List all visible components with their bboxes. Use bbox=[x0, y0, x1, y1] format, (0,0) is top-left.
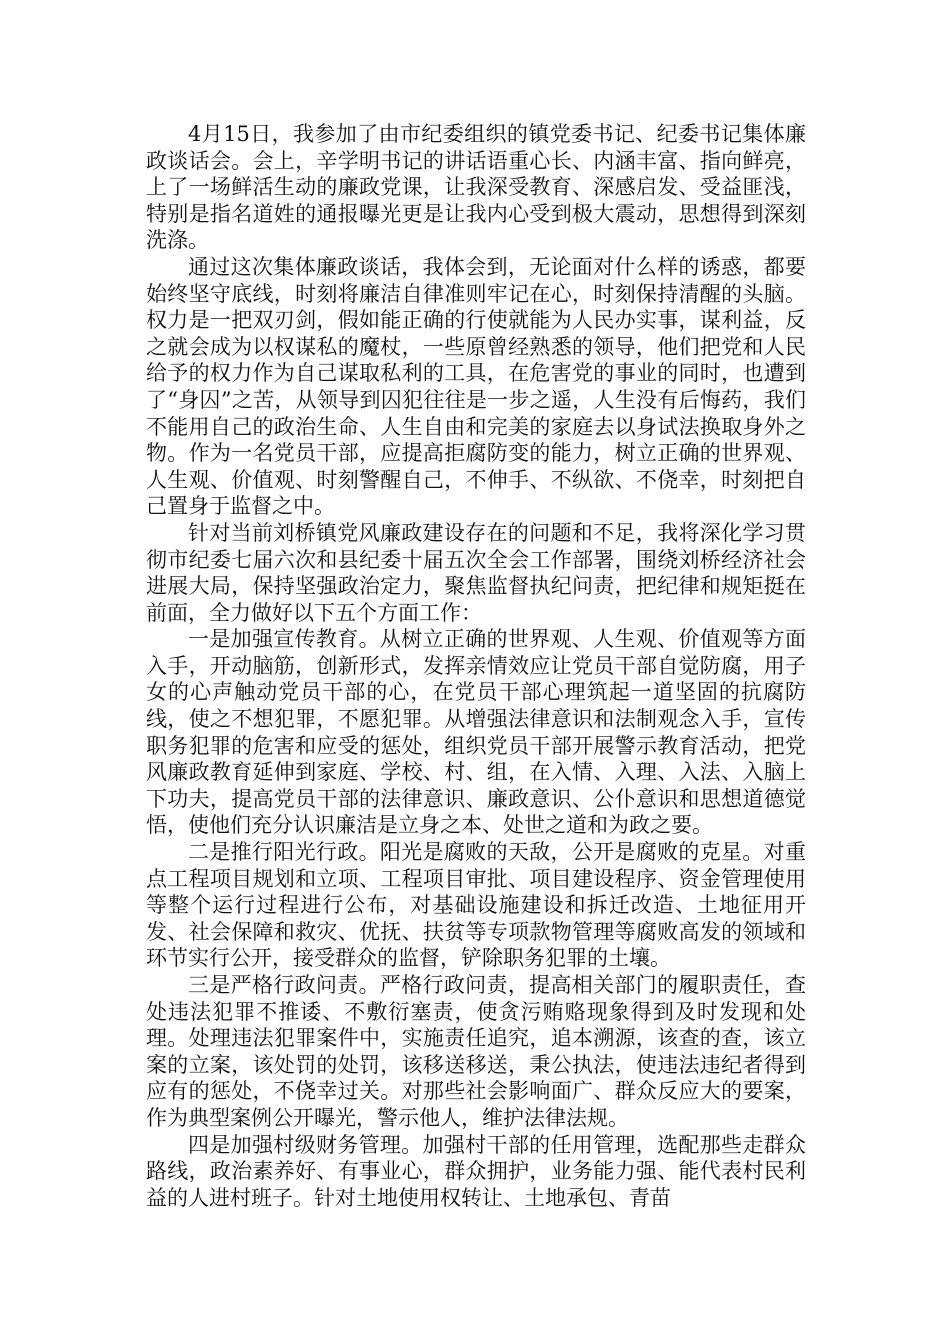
paragraph-4: 一是加强宣传教育。从树立正确的世界观、人生观、价值观等方面入手，开动脑筋，创新形式，发挥亲情效应让党员干部自觉防腐，用子女的心声触动党员干部的心，在党员干部心理筑起一道坚固的抗腐防线，使之不想犯罪，不愿犯罪。从增强法律意识和法制观念入手，宣传职务犯罪的危害和应受的惩处，组织党员干部开展警示教育活动，把党风廉政教育延伸到家庭、学校、村、组，在入情、入理、入法、入脑上下功夫，提高党员干部的法律意识、廉政意识、公仆意识和思想道德觉悟，使他们充分认识廉洁是立身之本、处世之道和为政之要。 bbox=[146, 627, 806, 838]
paragraph-3: 针对当前刘桥镇党风廉政建设存在的问题和不足，我将深化学习贯彻市纪委七届六次和县纪委十届五次全会工作部署，围绕刘桥经济社会进展大局，保持坚强政治定力，聚焦监督执纪问责，把纪律和规矩挺在前面，全力做好以下五个方面工作： bbox=[146, 520, 806, 625]
paragraph-6: 三是严格行政问责。严格行政问责，提高相关部门的履职责任，查处违法犯罪不推诿、不敷衍塞责，使贪污贿赂现象得到及时发现和处理。处理违法犯罪案件中，实施责任追究，追本溯源，该查的查，该立案的立案，该处罚的处罚，该移送移送，秉公执法，使违法违纪者得到应有的惩处，不侥幸过关。对那些社会影响面广、群众反应大的要案，作为典型案例公开曝光，警示他人，维护法律法规。 bbox=[146, 973, 806, 1130]
paragraph-7: 四是加强村级财务管理。加强村干部的任用管理，选配那些走群众路线，政治素养好、有事业心，群众拥护，业务能力强、能代表村民利益的人进村班子。针对土地使用权转让、土地承包、青苗 bbox=[146, 1132, 806, 1210]
document-body bbox=[146, 121, 806, 1211]
paragraph-5: 二是推行阳光行政。阳光是腐败的天敌，公开是腐败的克星。对重点工程项目规划和立项、工程项目审批、项目建设程序、资金管理使用等整个运行过程进行公布，对基础设施建设和拆迁改造、土地征用开发、社会保障和救灾、优抚、扶贫等专项款物管理等腐败高发的领域和环节实行公开，接受群众的监督，铲除职务犯罪的土壤。 bbox=[146, 840, 806, 971]
paragraph-2: 通过这次集体廉政谈话，我体会到，无论面对什么样的诱惑，都要始终坚守底线，时刻将廉洁自律准则牢记在心，时刻保持清醒的头脑。权力是一把双刃剑，假如能正确的行使就能为人民办实事，谋利益，反之就会成为以权谋私的魔杖，一些原曾经熟悉的领导，他们把党和人民给予的权力作为自己谋取私利的工具，在危害党的事业的同时，也遭到了“身囚”之苦，从领导到囚犯往往是一步之遥，人生没有后悔药，我们不能用自己的政治生命、人生自由和完美的家庭去以身试法换取身外之物。作为一名党员干部，应提高拒腐防变的能力，树立正确的世界观、人生观、价值观、时刻警醒自己，不伸手、不纵欲、不侥幸，时刻把自己置身于监督之中。 bbox=[146, 254, 806, 519]
paragraph-1: 4月15日，我参加了由市纪委组织的镇党委书记、纪委书记集体廉政谈话会。会上，辛学明书记的讲话语重心长、内涵丰富、指向鲜亮，上了一场鲜活生动的廉政党课，让我深受教育、深感启发、受益匪浅，特别是指名道姓的通报曝光更是让我内心受到极大震动，思想得到深刻洗涤。 bbox=[146, 122, 806, 253]
